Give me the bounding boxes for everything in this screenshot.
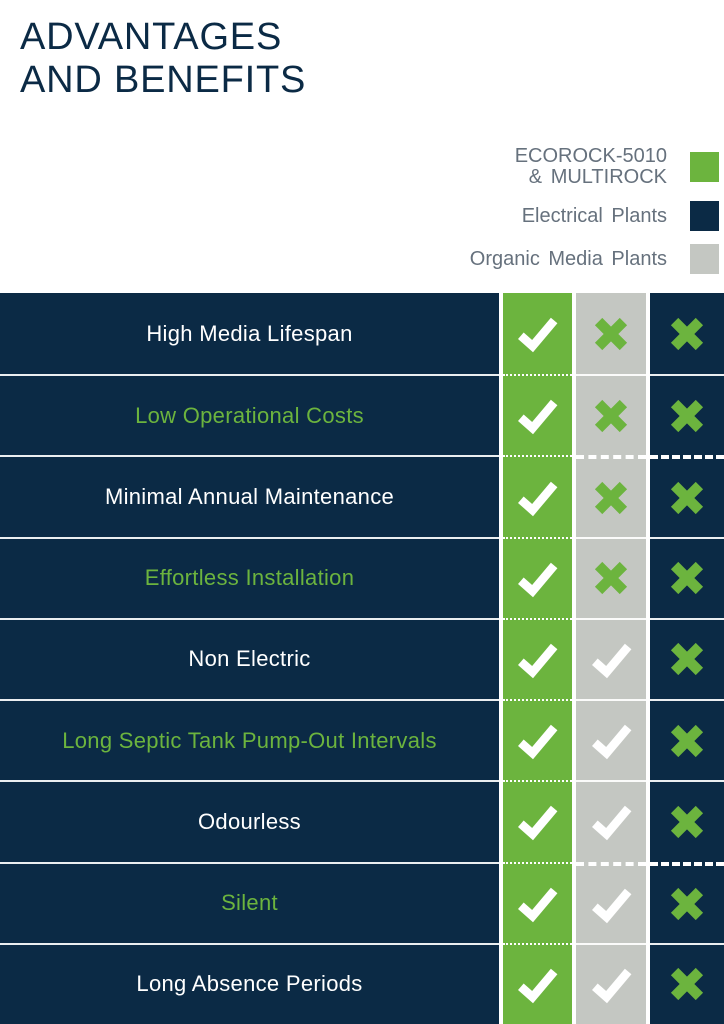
cell-electrical-plants (650, 699, 724, 780)
cell-ecorock-multirock (503, 943, 572, 1024)
cell-organic-media-plants (576, 293, 646, 374)
feature-label: Minimal Annual Maintenance (104, 484, 395, 510)
cell-ecorock-multirock (503, 862, 572, 943)
feature-cell (0, 455, 499, 536)
feature-cell (0, 537, 499, 618)
check-icon (513, 311, 562, 356)
check-icon (587, 799, 636, 844)
cell-electrical-plants (650, 618, 724, 699)
x-icon (667, 802, 707, 842)
x-icon (591, 478, 631, 518)
x-icon (667, 558, 707, 598)
cell-organic-media-plants (576, 699, 646, 780)
feature-label: Silent (221, 890, 278, 916)
cell-electrical-plants (650, 374, 724, 455)
check-icon (513, 393, 562, 438)
cell-ecorock-multirock (503, 455, 572, 536)
page-title-line2: AND BENEFITS (20, 58, 307, 101)
check-icon (587, 962, 636, 1007)
table-row (0, 780, 724, 861)
feature-label: Effortless Installation (144, 565, 355, 591)
table-row (0, 618, 724, 699)
x-icon (667, 396, 707, 436)
cell-ecorock-multirock (503, 374, 572, 455)
feature-label: Odourless (198, 808, 301, 834)
feature-cell (0, 780, 499, 861)
x-icon (667, 314, 707, 354)
feature-cell (0, 699, 499, 780)
legend (470, 146, 719, 274)
x-icon (591, 314, 631, 354)
legend-swatch-gray (690, 244, 719, 274)
feature-label: High Media Lifespan (146, 320, 353, 346)
cell-electrical-plants (650, 862, 724, 943)
cell-organic-media-plants (576, 618, 646, 699)
check-icon (587, 718, 636, 763)
feature-cell (0, 862, 499, 943)
feature-cell (0, 943, 499, 1024)
feature-label: Long Absence Periods (136, 971, 363, 997)
check-icon (587, 637, 636, 682)
legend-item-organic-media-plants (470, 244, 719, 274)
check-icon (587, 882, 636, 927)
table-row (0, 374, 724, 455)
x-icon (591, 396, 631, 436)
page-title (20, 16, 306, 102)
x-icon (591, 558, 631, 598)
legend-label: ECOROCK-5010 & MULTIROCK (514, 145, 667, 189)
page-title-line1: ADVANTAGES (20, 16, 283, 58)
feature-cell (0, 374, 499, 455)
cell-organic-media-plants (576, 537, 646, 618)
table-row (0, 862, 724, 943)
cell-organic-media-plants (576, 780, 646, 861)
x-icon (667, 639, 707, 679)
x-icon (667, 721, 707, 761)
check-icon (513, 556, 562, 601)
check-icon (513, 799, 562, 844)
legend-label: Organic Media Plants (469, 247, 667, 270)
feature-cell (0, 618, 499, 699)
table-row (0, 699, 724, 780)
cell-organic-media-plants (576, 862, 646, 943)
feature-label: Non Electric (188, 646, 311, 672)
cell-electrical-plants (650, 455, 724, 536)
table-row (0, 537, 724, 618)
comparison-table (0, 293, 724, 1024)
legend-swatch-green (690, 152, 719, 182)
cell-organic-media-plants (576, 943, 646, 1024)
legend-label: Electrical Plants (521, 204, 667, 227)
cell-ecorock-multirock (503, 618, 572, 699)
check-icon (513, 637, 562, 682)
check-icon (513, 718, 562, 763)
table-row (0, 943, 724, 1024)
check-icon (513, 881, 562, 926)
cell-organic-media-plants (576, 455, 646, 536)
legend-swatch-navy (690, 201, 719, 231)
cell-ecorock-multirock (503, 699, 572, 780)
table-row (0, 455, 724, 536)
feature-cell (0, 293, 499, 374)
cell-electrical-plants (650, 780, 724, 861)
legend-item-electrical-plants (470, 201, 719, 231)
cell-electrical-plants (650, 943, 724, 1024)
check-icon (513, 475, 562, 520)
feature-label: Long Septic Tank Pump-Out Intervals (62, 727, 437, 753)
cell-organic-media-plants (576, 374, 646, 455)
cell-ecorock-multirock (503, 537, 572, 618)
x-icon (667, 884, 707, 924)
cell-electrical-plants (650, 293, 724, 374)
x-icon (667, 964, 707, 1004)
x-icon (667, 478, 707, 518)
table-row (0, 293, 724, 374)
cell-ecorock-multirock (503, 293, 572, 374)
cell-ecorock-multirock (503, 780, 572, 861)
legend-item-ecorock-multirock (470, 146, 719, 188)
check-icon (513, 962, 562, 1007)
feature-label: Low Operational Costs (135, 402, 364, 428)
cell-electrical-plants (650, 537, 724, 618)
